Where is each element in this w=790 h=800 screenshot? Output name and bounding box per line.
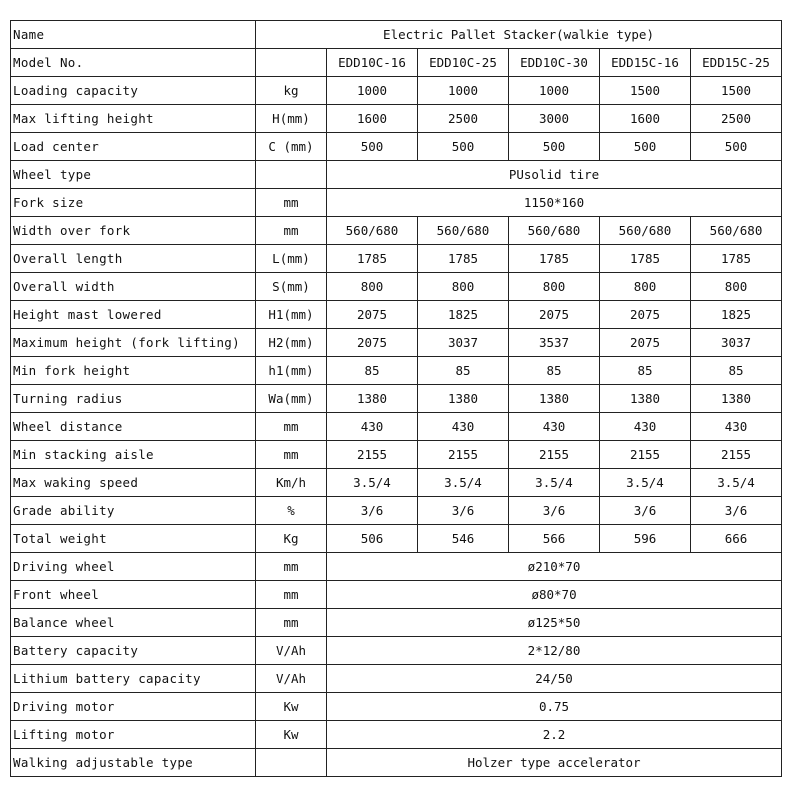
spec-name-cell: Max waking speed xyxy=(11,469,256,497)
spec-shared-value-cell: 1150*160 xyxy=(327,189,782,217)
spec-unit-cell: mm xyxy=(256,553,327,581)
spec-value-cell: 3000 xyxy=(509,105,600,133)
spec-unit-cell: mm xyxy=(256,217,327,245)
spec-value-cell: 1785 xyxy=(691,245,782,273)
spec-value-cell: 560/680 xyxy=(327,217,418,245)
spec-value-cell: 2075 xyxy=(509,301,600,329)
table-row xyxy=(11,133,782,161)
spec-unit-cell: V/Ah xyxy=(256,665,327,693)
table-row xyxy=(11,245,782,273)
spec-value-cell: 430 xyxy=(691,413,782,441)
spec-name-cell: Grade ability xyxy=(11,497,256,525)
spec-value-cell: 800 xyxy=(509,273,600,301)
spec-value-cell: 1500 xyxy=(600,77,691,105)
spec-value-cell: 1380 xyxy=(418,385,509,413)
spec-value-cell: 2155 xyxy=(327,441,418,469)
spec-value-cell: 800 xyxy=(418,273,509,301)
spec-value-cell: 1785 xyxy=(418,245,509,273)
spec-shared-value-cell: 24/50 xyxy=(327,665,782,693)
spec-unit-cell: Kw xyxy=(256,721,327,749)
spec-value-cell: 3/6 xyxy=(509,497,600,525)
spec-value-cell: 3.5/4 xyxy=(418,469,509,497)
spec-table xyxy=(10,20,782,777)
spec-value-cell: 2155 xyxy=(600,441,691,469)
spec-value-cell: 85 xyxy=(600,357,691,385)
spec-name-cell: Overall width xyxy=(11,273,256,301)
spec-value-cell: 560/680 xyxy=(509,217,600,245)
spec-value-cell: 1000 xyxy=(418,77,509,105)
table-row xyxy=(11,749,782,777)
table-row xyxy=(11,637,782,665)
header-label: Name xyxy=(11,21,256,49)
spec-value-cell: 500 xyxy=(327,133,418,161)
spec-value-cell: 430 xyxy=(509,413,600,441)
table-row xyxy=(11,497,782,525)
spec-name-cell: Height mast lowered xyxy=(11,301,256,329)
spec-unit-cell: H1(mm) xyxy=(256,301,327,329)
spec-name-cell: Total weight xyxy=(11,525,256,553)
spec-value-cell: 3/6 xyxy=(327,497,418,525)
spec-shared-value-cell: ø125*50 xyxy=(327,609,782,637)
spec-name-cell: Walking adjustable type xyxy=(11,749,256,777)
spec-shared-value-cell: Holzer type accelerator xyxy=(327,749,782,777)
spec-value-cell: 1380 xyxy=(600,385,691,413)
spec-unit-cell: S(mm) xyxy=(256,273,327,301)
table-row xyxy=(11,553,782,581)
spec-value-cell: 1785 xyxy=(327,245,418,273)
spec-value-cell: 500 xyxy=(418,133,509,161)
spec-value-cell: 2155 xyxy=(691,441,782,469)
spec-name-cell: Overall length xyxy=(11,245,256,273)
table-row xyxy=(11,77,782,105)
model-cell: EDD15C-25 xyxy=(691,49,782,77)
model-label: Model No. xyxy=(11,49,256,77)
spec-value-cell: 596 xyxy=(600,525,691,553)
spec-name-cell: Balance wheel xyxy=(11,609,256,637)
spec-name-cell: Wheel distance xyxy=(11,413,256,441)
spec-value-cell: 430 xyxy=(600,413,691,441)
table-row xyxy=(11,581,782,609)
spec-value-cell: 1600 xyxy=(600,105,691,133)
spec-value-cell: 666 xyxy=(691,525,782,553)
spec-name-cell: Driving wheel xyxy=(11,553,256,581)
spec-value-cell: 560/680 xyxy=(600,217,691,245)
spec-value-cell: 430 xyxy=(327,413,418,441)
spec-unit-cell xyxy=(256,161,327,189)
spec-value-cell: 1380 xyxy=(691,385,782,413)
spec-name-cell: Min stacking aisle xyxy=(11,441,256,469)
spec-value-cell: 2075 xyxy=(327,329,418,357)
spec-sheet xyxy=(10,20,781,777)
spec-value-cell: 2155 xyxy=(418,441,509,469)
spec-unit-cell: mm xyxy=(256,581,327,609)
spec-value-cell: 1825 xyxy=(691,301,782,329)
spec-shared-value-cell: PUsolid tire xyxy=(327,161,782,189)
spec-value-cell: 1000 xyxy=(509,77,600,105)
spec-value-cell: 546 xyxy=(418,525,509,553)
header-row xyxy=(11,21,782,49)
table-row xyxy=(11,385,782,413)
spec-name-cell: Min fork height xyxy=(11,357,256,385)
spec-unit-cell: mm xyxy=(256,609,327,637)
spec-value-cell: 500 xyxy=(600,133,691,161)
model-cell: EDD10C-16 xyxy=(327,49,418,77)
spec-value-cell: 3/6 xyxy=(691,497,782,525)
table-row xyxy=(11,413,782,441)
spec-value-cell: 1000 xyxy=(327,77,418,105)
spec-value-cell: 3.5/4 xyxy=(691,469,782,497)
spec-value-cell: 3037 xyxy=(691,329,782,357)
spec-unit-cell: L(mm) xyxy=(256,245,327,273)
spec-name-cell: Lifting motor xyxy=(11,721,256,749)
spec-unit-cell: mm xyxy=(256,413,327,441)
spec-value-cell: 500 xyxy=(691,133,782,161)
spec-value-cell: 85 xyxy=(418,357,509,385)
spec-value-cell: 2075 xyxy=(600,329,691,357)
spec-unit-cell: H2(mm) xyxy=(256,329,327,357)
table-row xyxy=(11,357,782,385)
spec-value-cell: 566 xyxy=(509,525,600,553)
table-row xyxy=(11,161,782,189)
spec-unit-cell: Wa(mm) xyxy=(256,385,327,413)
spec-value-cell: 430 xyxy=(418,413,509,441)
table-row xyxy=(11,217,782,245)
spec-value-cell: 1600 xyxy=(327,105,418,133)
table-row xyxy=(11,609,782,637)
spec-name-cell: Max lifting height xyxy=(11,105,256,133)
model-row xyxy=(11,49,782,77)
spec-unit-cell: Km/h xyxy=(256,469,327,497)
spec-unit-cell: mm xyxy=(256,441,327,469)
spec-value-cell: 2500 xyxy=(418,105,509,133)
spec-value-cell: 3/6 xyxy=(418,497,509,525)
spec-value-cell: 2075 xyxy=(600,301,691,329)
spec-value-cell: 85 xyxy=(691,357,782,385)
table-row xyxy=(11,441,782,469)
spec-name-cell: Driving motor xyxy=(11,693,256,721)
spec-name-cell: Turning radius xyxy=(11,385,256,413)
spec-value-cell: 500 xyxy=(509,133,600,161)
spec-shared-value-cell: ø80*70 xyxy=(327,581,782,609)
table-title: Electric Pallet Stacker(walkie type) xyxy=(256,21,782,49)
spec-value-cell: 2155 xyxy=(509,441,600,469)
spec-shared-value-cell: 2*12/80 xyxy=(327,637,782,665)
spec-value-cell: 3537 xyxy=(509,329,600,357)
spec-name-cell: Fork size xyxy=(11,189,256,217)
spec-value-cell: 3.5/4 xyxy=(509,469,600,497)
table-row xyxy=(11,469,782,497)
spec-name-cell: Loading capacity xyxy=(11,77,256,105)
table-row xyxy=(11,721,782,749)
spec-value-cell: 3.5/4 xyxy=(600,469,691,497)
spec-value-cell: 3/6 xyxy=(600,497,691,525)
spec-value-cell: 3037 xyxy=(418,329,509,357)
model-cell: EDD10C-30 xyxy=(509,49,600,77)
spec-value-cell: 85 xyxy=(327,357,418,385)
spec-unit-cell: Kw xyxy=(256,693,327,721)
spec-unit-cell xyxy=(256,749,327,777)
model-cell: EDD15C-16 xyxy=(600,49,691,77)
spec-value-cell: 800 xyxy=(691,273,782,301)
spec-value-cell: 800 xyxy=(600,273,691,301)
spec-value-cell: 3.5/4 xyxy=(327,469,418,497)
spec-shared-value-cell: ø210*70 xyxy=(327,553,782,581)
spec-name-cell: Load center xyxy=(11,133,256,161)
table-row xyxy=(11,329,782,357)
spec-shared-value-cell: 2.2 xyxy=(327,721,782,749)
spec-name-cell: Front wheel xyxy=(11,581,256,609)
spec-unit-cell: C (mm) xyxy=(256,133,327,161)
table-row xyxy=(11,105,782,133)
spec-shared-value-cell: 0.75 xyxy=(327,693,782,721)
spec-value-cell: 1825 xyxy=(418,301,509,329)
spec-value-cell: 560/680 xyxy=(691,217,782,245)
model-unit-cell xyxy=(256,49,327,77)
spec-name-cell: Maximum height (fork lifting) xyxy=(11,329,256,357)
table-row xyxy=(11,693,782,721)
spec-value-cell: 2500 xyxy=(691,105,782,133)
spec-value-cell: 1785 xyxy=(509,245,600,273)
spec-value-cell: 2075 xyxy=(327,301,418,329)
spec-unit-cell: % xyxy=(256,497,327,525)
spec-unit-cell: H(mm) xyxy=(256,105,327,133)
spec-name-cell: Wheel type xyxy=(11,161,256,189)
spec-value-cell: 1785 xyxy=(600,245,691,273)
spec-table-body xyxy=(11,21,782,777)
spec-value-cell: 85 xyxy=(509,357,600,385)
spec-unit-cell: mm xyxy=(256,189,327,217)
spec-value-cell: 1380 xyxy=(509,385,600,413)
spec-value-cell: 800 xyxy=(327,273,418,301)
spec-value-cell: 1500 xyxy=(691,77,782,105)
spec-name-cell: Battery capacity xyxy=(11,637,256,665)
spec-name-cell: Width over fork xyxy=(11,217,256,245)
spec-value-cell: 1380 xyxy=(327,385,418,413)
table-row xyxy=(11,273,782,301)
table-row xyxy=(11,525,782,553)
spec-unit-cell: Kg xyxy=(256,525,327,553)
spec-value-cell: 506 xyxy=(327,525,418,553)
table-row xyxy=(11,665,782,693)
spec-unit-cell: V/Ah xyxy=(256,637,327,665)
table-row xyxy=(11,189,782,217)
table-row xyxy=(11,301,782,329)
spec-unit-cell: kg xyxy=(256,77,327,105)
spec-name-cell: Lithium battery capacity xyxy=(11,665,256,693)
spec-value-cell: 560/680 xyxy=(418,217,509,245)
spec-unit-cell: h1(mm) xyxy=(256,357,327,385)
model-cell: EDD10C-25 xyxy=(418,49,509,77)
